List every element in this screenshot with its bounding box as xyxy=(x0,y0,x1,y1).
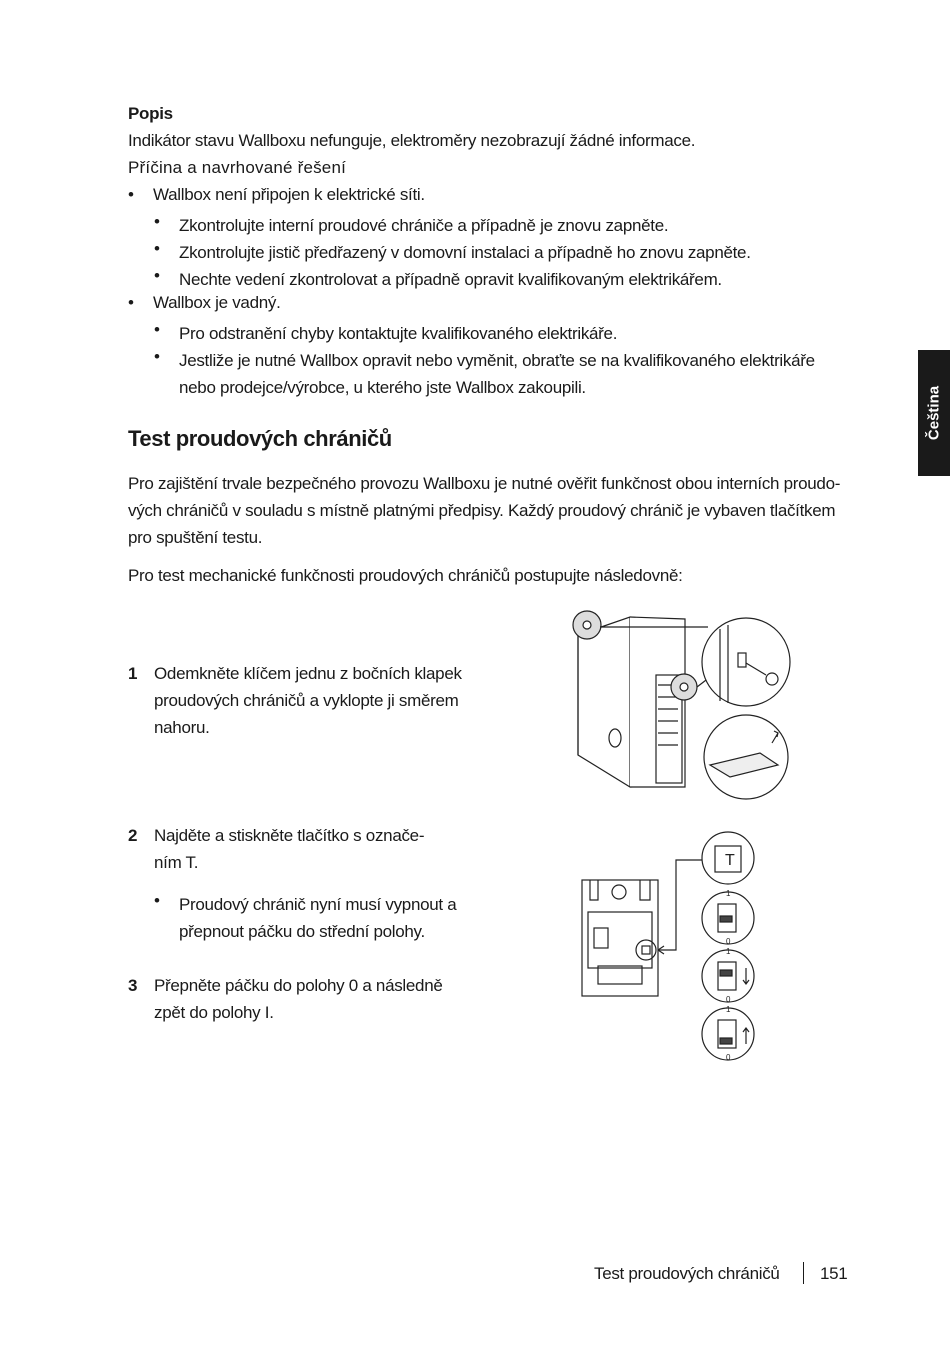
cause-text: Wallbox není připojen k elektrické síti. xyxy=(153,185,425,204)
step-line: Přepněte páčku do polohy 0 a následně xyxy=(154,976,443,995)
popis-heading: Popis xyxy=(128,104,173,123)
test-button-label: T xyxy=(725,852,735,869)
step-number: 3 xyxy=(128,976,138,995)
lever-position-label: 1 xyxy=(726,947,731,956)
cause-text: Wallbox je vadný. xyxy=(153,293,281,312)
step-sub-line: přepnout páčku do střední polohy. xyxy=(179,922,425,941)
solution-text: Nechte vedení zkontrolovat a případně opravit kvalifikovaným elektrikářem. xyxy=(179,270,722,289)
language-tab xyxy=(918,350,950,476)
bullet: • xyxy=(154,320,160,339)
step-number: 1 xyxy=(128,664,138,683)
lever-position-label: 0 xyxy=(726,995,731,1004)
step-number: 2 xyxy=(128,826,138,845)
procedure-intro: Pro test mechanické funkčnosti proudových chráničů postupujte následovně: xyxy=(128,566,683,585)
step-line: zpět do polohy I. xyxy=(154,1003,274,1022)
bullet: • xyxy=(128,185,134,204)
section-heading: Test proudových chráničů xyxy=(128,426,392,451)
step-line: ním T. xyxy=(154,853,199,872)
lever-position-label: 1 xyxy=(726,889,731,898)
lever-position-label: 0 xyxy=(726,937,731,946)
solution-text: nebo prodejce/výrobce, u kterého jste Wallbox zakoupili. xyxy=(179,378,586,397)
intro-paragraph xyxy=(128,470,853,551)
step-line: Najděte a stiskněte tlačítko s označe- xyxy=(154,826,425,845)
bullet: • xyxy=(128,293,134,312)
bullet: • xyxy=(154,212,160,231)
solution-text: Jestliže je nutné Wallbox opravit nebo vyměnit, obraťte se na kvalifikovaného elektrikáře xyxy=(179,351,815,370)
paragraph-line: Pro zajištění trvale bezpečného provozu Wallboxu je nutné ověřit funkčnost obou interních proudo- xyxy=(128,474,841,493)
popis-text: Indikátor stavu Wallboxu nefunguje, elektroměry nezobrazují žádné informace. xyxy=(128,131,696,150)
language-tab-label: Čeština xyxy=(925,385,943,441)
solution-text: Zkontrolujte interní proudové chrániče a případně je znovu zapněte. xyxy=(179,216,669,235)
step-line: proudových chráničů a vyklopte ji směrem xyxy=(154,691,459,710)
wallbox-flap-illustration xyxy=(560,605,800,805)
step-line: Odemkněte klíčem jednu z bočních klapek xyxy=(154,664,462,683)
page-number: 151 xyxy=(820,1264,848,1283)
step-sub-line: Proudový chránič nyní musí vypnout a xyxy=(179,895,457,914)
solution-text: Zkontrolujte jistič předřazený v domovní instalaci a případně ho znovu zapněte. xyxy=(179,243,751,262)
solution-text: Pro odstranění chyby kontaktujte kvalifikovaného elektrikáře. xyxy=(179,324,618,343)
footer-divider xyxy=(803,1262,804,1284)
rcd-test-illustration xyxy=(580,830,770,1065)
paragraph-line: pro spuštění testu. xyxy=(128,528,263,547)
bullet: • xyxy=(154,891,160,910)
bullet: • xyxy=(154,239,160,258)
lever-position-label: 1 xyxy=(726,1005,731,1014)
bullet: • xyxy=(154,347,160,366)
bullet: • xyxy=(154,266,160,285)
cause-heading: Příčina a navrhované řešení xyxy=(128,158,347,177)
footer-section-title: Test proudových chráničů xyxy=(594,1264,780,1283)
step-line: nahoru. xyxy=(154,718,210,737)
paragraph-line: vých chráničů v souladu s místně platnými předpisy. Každý proudový chránič je vybaven tlačítkem xyxy=(128,501,836,520)
lever-position-label: 0 xyxy=(726,1053,731,1062)
